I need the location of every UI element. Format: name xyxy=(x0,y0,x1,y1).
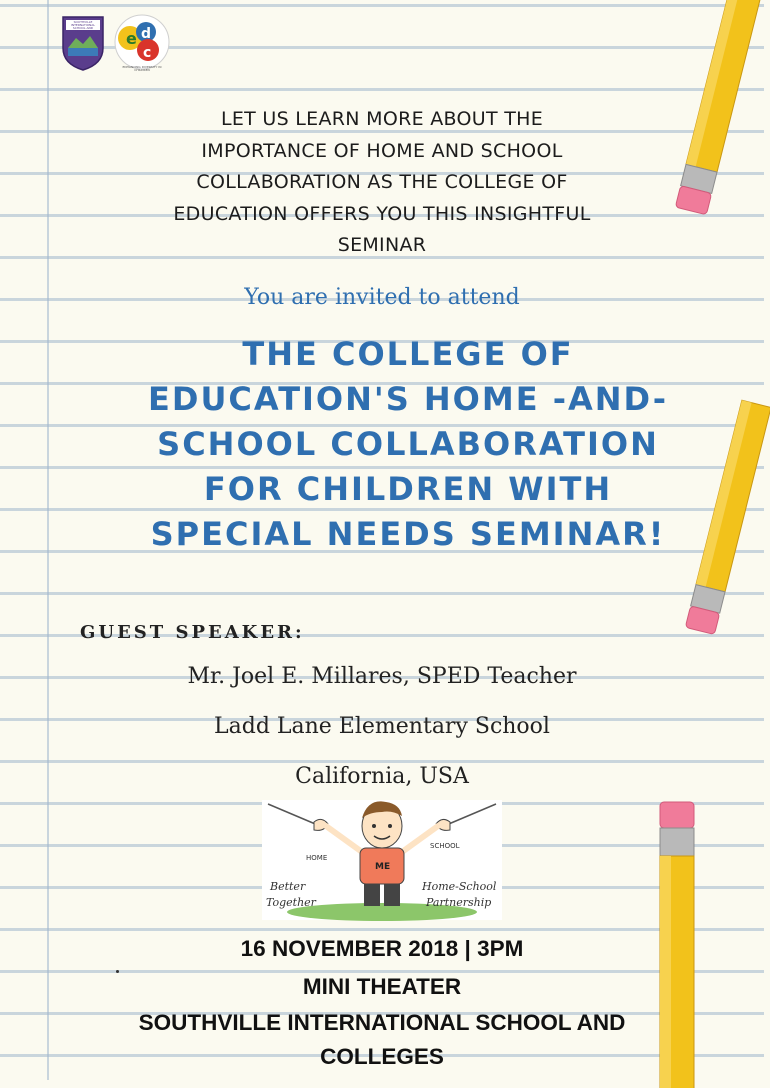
edc-logo-text: ENHANCING DIVERSITY IN CHILDREN xyxy=(122,65,162,72)
stray-dot xyxy=(116,970,119,973)
illustration-school-label: SCHOOL xyxy=(430,842,460,850)
intro-line: EDUCATION OFFERS YOU THIS INSIGHTFUL xyxy=(173,202,591,225)
illustration-together-label: Together xyxy=(266,896,316,909)
title-line: SCHOOL COLLABORATION xyxy=(157,425,659,463)
intro-line: IMPORTANCE OF HOME AND SCHOOL xyxy=(201,139,563,162)
home-school-illustration xyxy=(262,800,502,920)
edc-logo xyxy=(112,12,172,72)
title-line: EDUCATION'S HOME -AND- xyxy=(148,380,668,418)
speaker-location: California, USA xyxy=(295,764,469,789)
illustration-better-label: Better xyxy=(270,880,306,893)
southville-logo-text: SOUTHVILLE INTERNATIONAL SCHOOL AND COLLEGES xyxy=(70,20,96,33)
southville-logo xyxy=(60,14,106,72)
illustration-home-label: HOME xyxy=(306,854,328,862)
illustration-me-label: ME xyxy=(375,862,391,872)
title-line: THE COLLEGE OF xyxy=(242,335,574,373)
event-org-line: COLLEGES xyxy=(320,1044,444,1069)
title-line: FOR CHILDREN WITH xyxy=(203,470,613,508)
invite-text: You are invited to attend xyxy=(244,285,520,310)
intro-line: SEMINAR xyxy=(337,234,427,256)
illustration-partnership-label: Partnership xyxy=(426,896,492,909)
intro-line: LET US LEARN MORE ABOUT THE xyxy=(220,108,544,130)
speaker-school: Ladd Lane Elementary School xyxy=(214,714,550,739)
event-org-line: SOUTHVILLE INTERNATIONAL SCHOOL AND xyxy=(138,1010,626,1035)
pencil-top-icon xyxy=(666,0,766,230)
event-venue: MINI THEATER xyxy=(302,974,462,999)
intro-text xyxy=(100,104,664,262)
illustration-homeschool-label: Home-School xyxy=(422,880,497,893)
svg-text:e: e xyxy=(126,29,137,48)
title-line: SPECIAL NEEDS SEMINAR! xyxy=(150,515,666,553)
event-date-time: 16 NOVEMBER 2018 | 3PM xyxy=(240,936,524,961)
guest-speaker-label: GUEST SPEAKER: xyxy=(80,622,305,643)
svg-text:d: d xyxy=(141,26,152,42)
seminar-title xyxy=(95,332,721,557)
speaker-name: Mr. Joel E. Millares, SPED Teacher xyxy=(187,664,577,689)
intro-line: COLLABORATION AS THE COLLEGE OF xyxy=(196,171,568,193)
svg-text:c: c xyxy=(143,45,152,61)
